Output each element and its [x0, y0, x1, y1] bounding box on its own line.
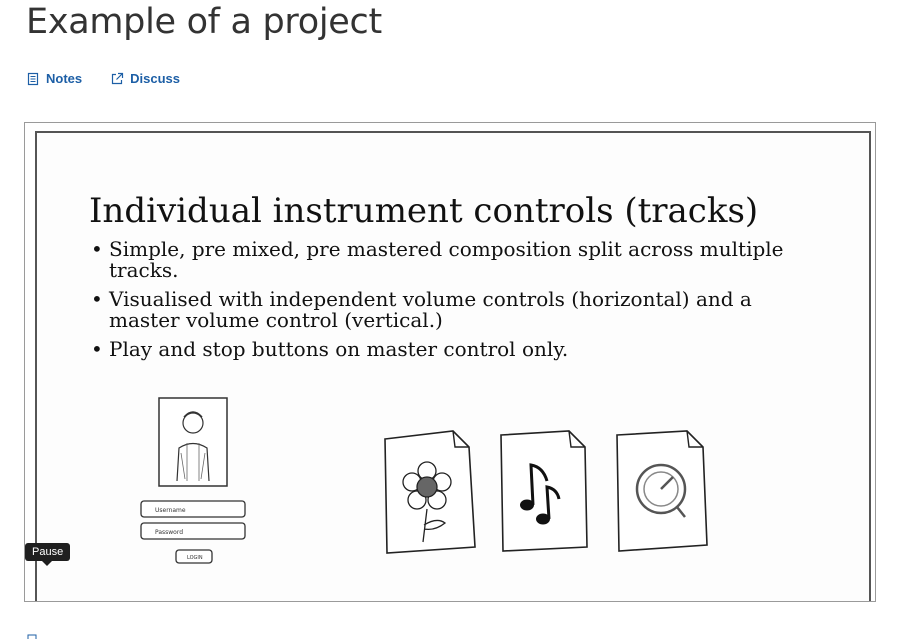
- slide-bullet: • Visualised with independent volume controls (horizontal) and a master volume control (vertical.): [89, 289, 809, 331]
- slide-frame: [35, 131, 871, 602]
- notes-icon: [26, 634, 38, 639]
- login-button-sketch: LOGIN: [187, 555, 203, 561]
- music-file-icon: [495, 421, 595, 556]
- login-sketch: [137, 393, 257, 573]
- username-field: Username: [155, 507, 186, 514]
- slide-bullet: • Simple, pre mixed, pre mastered composition split across multiple tracks.: [89, 239, 809, 281]
- notes-label: Notes: [46, 71, 83, 86]
- password-field: Password: [155, 529, 184, 536]
- notes-link[interactable]: [26, 71, 82, 86]
- pause-tooltip: Pause: [25, 543, 70, 561]
- slide-bullets: [89, 239, 809, 368]
- discuss-link[interactable]: [110, 71, 180, 86]
- discuss-label: Discuss: [130, 71, 180, 86]
- page-title: Example of a project: [26, 2, 382, 42]
- quicktime-file-icon: [611, 421, 711, 556]
- notes-icon: [26, 72, 40, 86]
- external-link-icon: [110, 72, 124, 86]
- flower-file-icon: [377, 423, 477, 558]
- slide-bullet: • Play and stop buttons on master control only.: [89, 339, 809, 360]
- video-player[interactable]: [24, 122, 876, 602]
- action-bar: [26, 71, 180, 86]
- partial-content-row: [26, 632, 226, 639]
- slide-title: Individual instrument controls (tracks): [89, 191, 759, 231]
